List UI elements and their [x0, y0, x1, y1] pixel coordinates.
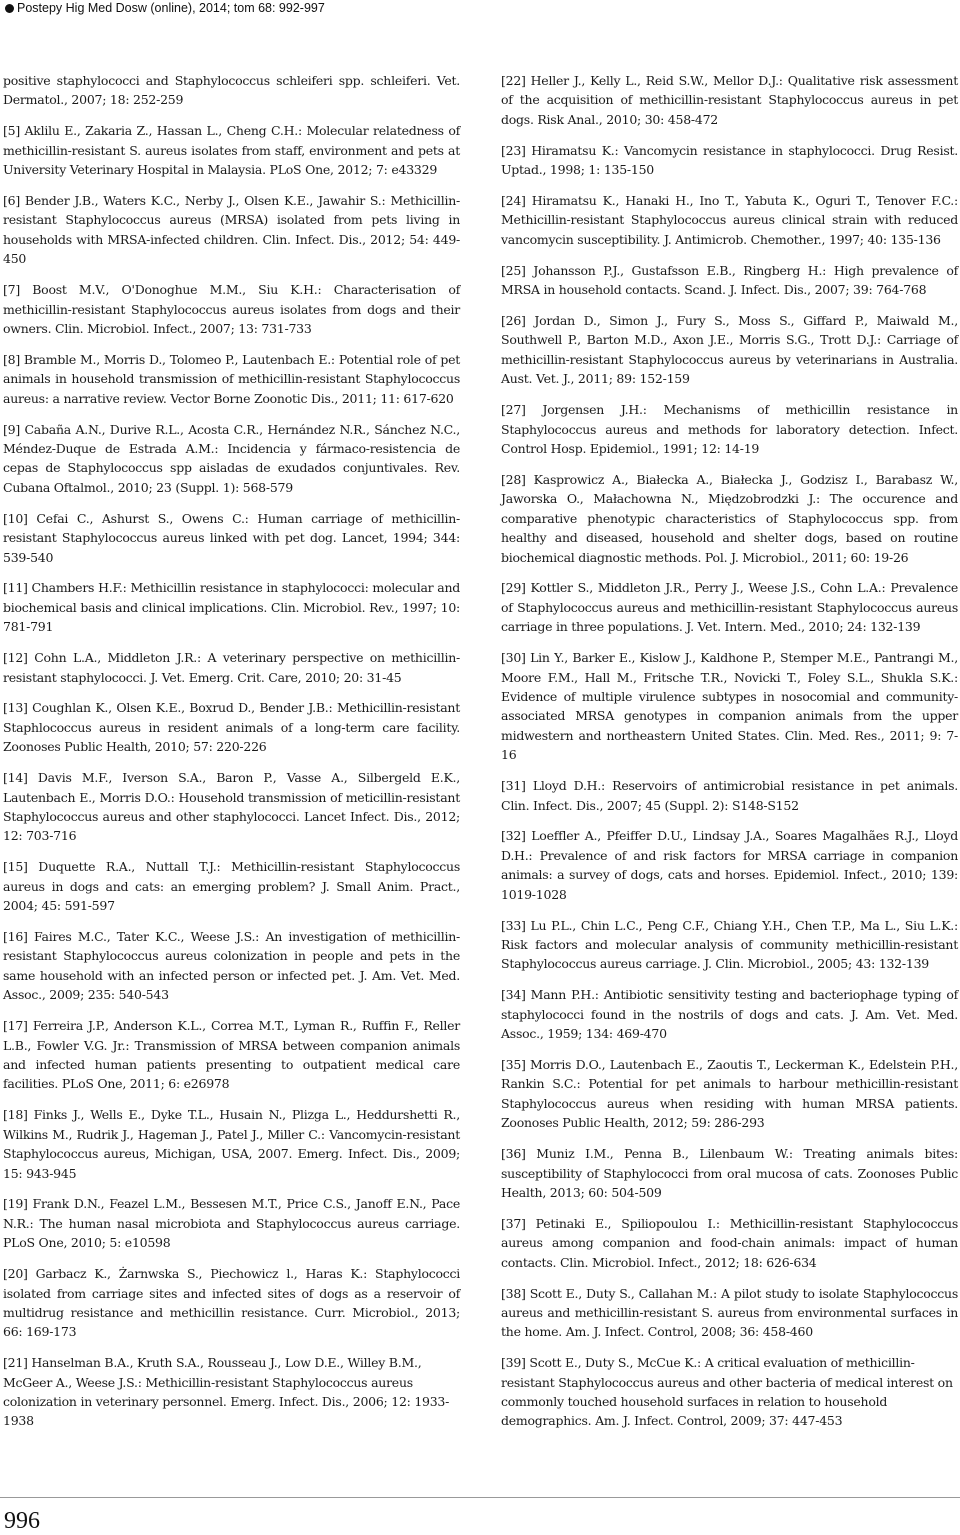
reference-entry: [37] Petinaki E., Spiliopoulou I.: Methicillin-resistant Staphylococcus aureus among companion and food-chain animals: impact of human contacts. Clin. Microbiol. Infect., 2012; 18: 626-634	[501, 1215, 958, 1270]
reference-entry: [30] Lin Y., Barker E., Kislow J., Kaldhone P., Stemper M.E., Pantrangi M., Moore F.M., Hall M., Fritsche T.R., Novicki T., Foley S.L., Shukla S.K.: Evidence of multiple virulence subtypes in nosocomial and community-associated MRSA genotypes in companion animals from the upper midwestern and northeastern United States. Clin. Med. Res., 2011; 9: 7-16	[501, 650, 958, 763]
reference-entry: [9] Cabaña A.N., Durive R.L., Acosta C.R., Hernández N.R., Sánchez N.C., Méndez-Duque de Estrada A.M.: Incidencia y fármaco-resistencia de cepas de Staphylococcus spp aisladas de exudados conjuntivales. Rev. Cubana Oftalmol., 2010; 23 (Suppl. 1): 568-579	[3, 421, 460, 495]
reference-entry: [36] Muniz I.M., Penna B., Lilenbaum W.: Treating animals bites: susceptibility of Staphylococci from oral mucosa of cats. Zoonoses Public Health, 2013; 60: 504-509	[501, 1146, 958, 1200]
bullet-icon	[5, 4, 14, 13]
reference-entry: [11] Chambers H.F.: Methicillin resistance in staphylococci: molecular and biochemical basis and clinical implications. Clin. Microbiol. Rev., 1997; 10: 781-791	[3, 580, 460, 635]
reference-entry: [19] Frank D.N., Feazel L.M., Bessesen M.T., Price C.S., Janoff E.N., Pace N.R.: The human nasal microbiota and Staphylococcus aureus carriage. PLoS One, 2010; 5: e10598	[3, 1196, 460, 1251]
reference-entry: [8] Bramble M., Morris D., Tolomeo P., Lautenbach E.: Potential role of pet animals in household transmission of methicillin-resistant Staphylococcus aureus: a narrative review. Vector Borne Zoonotic Dis., 2011; 11: 617-620	[3, 351, 460, 406]
reference-entry: [27] Jorgensen J.H.: Mechanisms of methicillin resistance in Staphylococcus aureus and methods for laboratory detection. Infect. Control Hosp. Epidemiol., 1991; 12: 14-19	[501, 402, 958, 456]
references-left-column	[3, 71, 460, 1442]
reference-entry: [5] Aklilu E., Zakaria Z., Hassan L., Cheng C.H.: Molecular relatedness of methicillin-resistant S. aureus isolates from staff, environment and pets at University Veterinary Hospital in Malaysia. PLoS One, 2012; 7: e43329	[3, 123, 460, 178]
reference-entry: [7] Boost M.V., O'Donoghue M.M., Siu K.H.: Characterisation of methicillin-resistant Staphylococcus aureus isolates from dogs and their owners. Clin. Microbiol. Infect., 2007; 13: 731-733	[3, 282, 460, 336]
footer-divider	[0, 1497, 960, 1498]
reference-entry: positive staphylococci and Staphylococcus schleiferi spp. schleiferi. Vet. Dermatol., 2007; 18: 252-259	[3, 73, 460, 108]
reference-entry: [10] Cefai C., Ashurst S., Owens C.: Human carriage of methicillin-resistant Staphylococcus aureus linked with pet dog. Lancet, 1994; 344: 539-540	[3, 510, 460, 565]
reference-entry: [29] Kottler S., Middleton J.R., Perry J., Weese J.S., Cohn L.A.: Prevalence of Staphylococcus aureus and methicillin-resistant Staphylococcus aureus carriage in three populations. J. Vet. Intern. Med., 2010; 24: 132-139	[501, 580, 958, 635]
reference-entry: [32] Loeffler A., Pfeiffer D.U., Lindsay J.A., Soares Magalhães R.J., Lloyd D.H.: Prevalence of and risk factors for MRSA carriage in companion animals: a survey of dogs, cats and horses. Epidemiol. Infect., 2010; 139: 1019-1028	[501, 828, 958, 902]
reference-entry: [28] Kasprowicz A., Białecka A., Białecka J., Godzisz I., Barabasz W., Jaworska O., Małachowna N., Międzobrodzki J.: The occurence and comparative phenotypic characteristics of Staphylococcus spp. from healthy and diseased, household and shelter dogs, based on routine biochemical diagnostic methods. Pol. J. Microbiol., 2011; 60: 19-26	[501, 471, 958, 565]
reference-entry: [25] Johansson P.J., Gustafsson E.B., Ringberg H.: High prevalence of MRSA in household contacts. Scand. J. Infect. Dis., 2007; 39: 764-768	[501, 262, 958, 298]
reference-entry: [26] Jordan D., Simon J., Fury S., Moss S., Giffard P., Maiwald M., Southwell P., Barton M.D., Axon J.E., Morris S.G., Trott D.J.: Carriage of methicillin-resistant Staphylococcus aureus by veterinarians in Australia. Aust. Vet. J., 2011; 89: 152-159	[501, 313, 958, 387]
reference-entry: [13] Coughlan K., Olsen K.E., Boxrud D., Bender J.B.: Methicillin-resistant Staphlococcus aureus in resident animals of a long-term care facility. Zoonoses Public Health, 2010; 57: 220-226	[3, 700, 460, 755]
reference-entry: [18] Finks J., Wells E., Dyke T.L., Husain N., Plizga L., Heddurshetti R., Wilkins M., Rudrik J., Hageman J., Patel J., Miller C.: Vancomycin-resistant Staphylococcus aureus, Michigan, USA, 2007. Emerg. Infect. Dis., 2009; 15: 943-945	[3, 1107, 460, 1181]
running-head-text: Postepy Hig Med Dosw (online), 2014; tom 68: 992-997	[17, 1, 325, 15]
page-number: 996	[4, 1508, 40, 1534]
reference-entry: [14] Davis M.F., Iverson S.A., Baron P., Vasse A., Silbergeld E.K., Lautenbach E., Morris D.O.: Household transmission of meticillin-resistant Staphylococcus aureus and other staphylococci. Lancet Infect. Dis., 2012; 12: 703-716	[3, 770, 460, 844]
reference-entry: [35] Morris D.O., Lautenbach E., Zaoutis T., Leckerman K., Edelstein P.H., Rankin S.C.: Potential for pet animals to harbour methicillin-resistant Staphylococcus aureus when residing with human MRSA patients. Zoonoses Public Health, 2012; 59: 286-293	[501, 1056, 958, 1131]
reference-entry: [24] Hiramatsu K., Hanaki H., Ino T., Yabuta K., Oguri T., Tenover F.C.: Methicillin-resistant Staphylococcus aureus clinical strain with reduced vancomycin susceptibility. J. Antimicrob. Chemother., 1997; 40: 135-136	[501, 193, 958, 247]
reference-entry: [39] Scott E., Duty S., McCue K.: A critical evaluation of methicillin-resistant Staphylococcus aureus and other bacteria of medical interest on commonly touched household surfaces in relation to household demographics. Am. J. Infect. Control, 2009; 37: 447-453	[501, 1355, 953, 1429]
running-head	[5, 1, 325, 15]
reference-entry: [38] Scott E., Duty S., Callahan M.: A pilot study to isolate Staphylococcus aureus and methicillin-resistant S. aureus from environmental surfaces in the home. Am. J. Infect. Control, 2008; 36: 458-460	[501, 1285, 958, 1340]
reference-entry: [17] Ferreira J.P., Anderson K.L., Correa M.T., Lyman R., Ruffin F., Reller L.B., Fowler V.G. Jr.: Transmission of MRSA between companion animals and infected human patients presenting to outpatient medical care facilities. PLoS One, 2011; 6: e26978	[3, 1018, 460, 1092]
reference-entry: [31] Lloyd D.H.: Reservoirs of antimicrobial resistance in pet animals. Clin. Infect. Dis., 2007; 45 (Suppl. 2): S148-S152	[501, 778, 958, 813]
reference-entry: [21] Hanselman B.A., Kruth S.A., Rousseau J., Low D.E., Willey B.M., McGeer A., Weese J.S.: Methicillin-resistant Staphylococcus aureus colonization in veterinary personnel. Emerg. Infect. Dis., 2006; 12: 1933-1938	[3, 1355, 450, 1429]
reference-entry: [22] Heller J., Kelly L., Reid S.W., Mellor D.J.: Qualitative risk assessment of the acquisition of methicillin-resistant Staphylococcus aureus in pet dogs. Risk Anal., 2010; 30: 458-472	[501, 73, 958, 127]
reference-entry: [33] Lu P.L., Chin L.C., Peng C.F., Chiang Y.H., Chen T.P., Ma L., Siu L.K.: Risk factors and molecular analysis of community methicillin-resistant Staphylococcus aureus carriage. J. Clin. Microbiol., 2005; 43: 132-139	[501, 917, 958, 972]
reference-entry: [34] Mann P.H.: Antibiotic sensitivity testing and bacteriophage typing of staphylococci found in the nostrils of dogs and cats. J. Am. Vet. Med. Assoc., 1959; 134: 469-470	[501, 987, 958, 1042]
reference-entry: [16] Faires M.C., Tater K.C., Weese J.S.: An investigation of methicillin-resistant Staphylococcus aureus colonization in people and pets in the same household with an infected person or infected pet. J. Am. Vet. Med. Assoc., 2009; 235: 540-543	[3, 929, 460, 1003]
reference-entry: [20] Garbacz K., Żarnwska S., Piechowicz l., Haras K.: Staphylococci isolated from carriage sites and infected sites of dogs as a reservoir of multidrug resistance and methicillin resistance. Curr. Microbiol., 2013; 66: 169-173	[3, 1266, 460, 1340]
reference-entry: [15] Duquette R.A., Nuttall T.J.: Methicillin-resistant Staphylococcus aureus in dogs and cats: an emerging problem? J. Small Anim. Pract., 2004; 45: 591-597	[3, 859, 460, 914]
reference-entry: [6] Bender J.B., Waters K.C., Nerby J., Olsen K.E., Jawahir S.: Methicillin-resistant Staphylococcus aureus (MRSA) isolated from pets living in households with MRSA-infected children. Clin. Infect. Dis., 2012; 54: 449-450	[3, 193, 460, 267]
reference-entry: [23] Hiramatsu K.: Vancomycin resistance in staphylococci. Drug Resist. Uptad., 1998; 1: 135-150	[501, 142, 958, 178]
reference-entry: [12] Cohn L.A., Middleton J.R.: A veterinary perspective on methicillin-resistant staphylococci. J. Vet. Emerg. Crit. Care, 2010; 20: 31-45	[3, 650, 460, 685]
references-right-column	[501, 71, 958, 1442]
